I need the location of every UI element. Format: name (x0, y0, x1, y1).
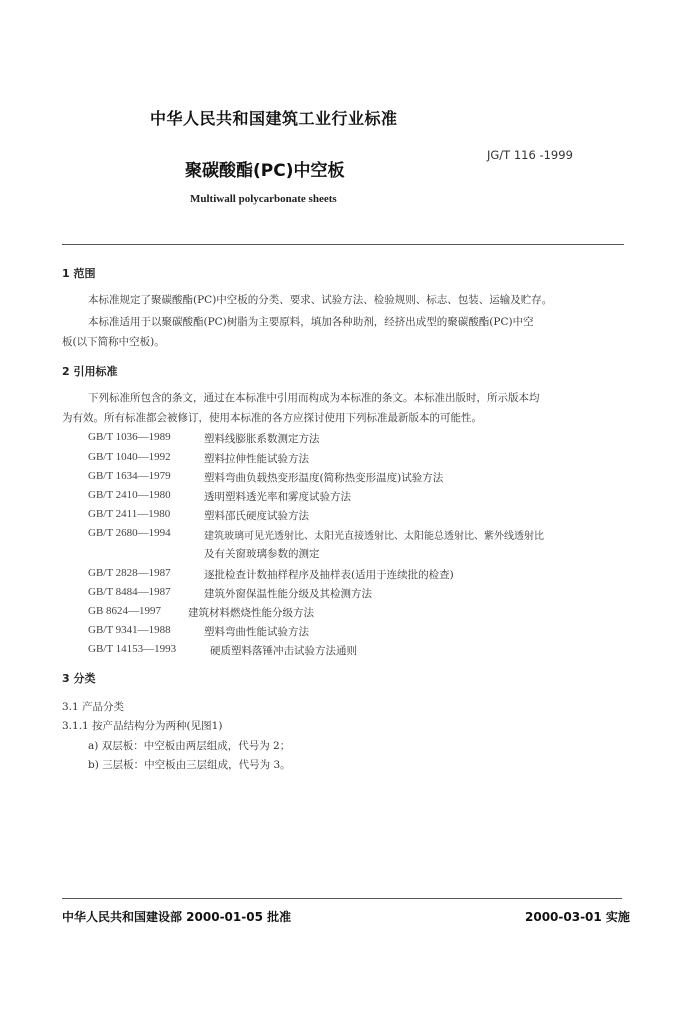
ref-code: GB/T 2410—1980 (88, 489, 171, 501)
section-1-para-1: 本标准规定了聚碳酸酯(PC)中空板的分类、要求、试验方法、检验规则、标志、包装、运输及贮存。 (88, 294, 553, 306)
list-item-b: b) 三层板：中空板由三层组成，代号为 3。 (88, 759, 291, 771)
ref-name: 建筑材料燃烧性能分级方法 (188, 607, 314, 619)
standard-category-header: 中华人民共和国建筑工业行业标准 (150, 109, 398, 128)
ref-name: 塑料邵氏硬度试验方法 (204, 510, 309, 522)
ref-code: GB 8624—1997 (88, 605, 162, 617)
effective-date: 2000-03-01 实施 (525, 910, 630, 924)
ref-code: GB/T 2680—1994 (88, 527, 171, 539)
document-title-en: Multiwall polycarbonate sheets (190, 193, 337, 205)
section-2-heading: 2 引用标准 (62, 365, 118, 378)
standard-number: JG/T 116 -1999 (487, 148, 573, 162)
approval-statement: 中华人民共和国建设部 2000-01-05 批准 (62, 910, 292, 924)
ref-code: GB/T 1634—1979 (88, 470, 171, 482)
ref-name: 塑料弯曲性能试验方法 (204, 626, 309, 638)
subsection-3-1-1: 3.1.1 按产品结构分为两种(见图1) (62, 720, 223, 732)
ref-name-continued: 及有关窗玻璃参数的测定 (204, 548, 320, 560)
ref-name: 逐批检查计数抽样程序及抽样表(适用于连续批的检查) (204, 569, 454, 581)
section-1-heading: 1 范围 (62, 267, 96, 280)
header-divider (62, 244, 624, 245)
ref-name: 透明塑料透光率和雾度试验方法 (204, 491, 351, 503)
ref-name: 建筑玻璃可见光透射比、太阳光直接透射比、太阳能总透射比、紫外线透射比 (204, 531, 544, 542)
ref-code: GB/T 14153—1993 (88, 643, 177, 655)
ref-name: 硬质塑料落锤冲击试验方法通则 (210, 645, 357, 657)
ref-code: GB/T 2411—1980 (88, 508, 171, 520)
section-1-para-2-line-2: 板(以下简称中空板)。 (62, 336, 165, 348)
footer-divider (62, 898, 622, 899)
ref-name: 建筑外窗保温性能分级及其检测方法 (204, 588, 372, 600)
list-item-a: a) 双层板：中空板由两层组成，代号为 2； (88, 740, 291, 752)
ref-code: GB/T 1040—1992 (88, 451, 171, 463)
ref-code: GB/T 1036—1989 (88, 431, 171, 443)
section-1-para-2-line-1: 本标准适用于以聚碳酸酯(PC)树脂为主要原料，填加各种助剂，经挤出成型的聚碳酸酯(PC)中空 (88, 316, 534, 328)
ref-code: GB/T 9341—1988 (88, 624, 171, 636)
document-title-cn: 聚碳酸酯(PC)中空板 (185, 161, 345, 181)
ref-name: 塑料线膨胀系数测定方法 (204, 433, 320, 445)
section-3-heading: 3 分类 (62, 672, 96, 685)
ref-code: GB/T 2828—1987 (88, 567, 171, 579)
section-2-intro-line-2: 为有效。所有标准都会被修订，使用本标准的各方应探讨使用下列标准最新版本的可能性。 (62, 412, 482, 424)
ref-code: GB/T 8484—1987 (88, 586, 171, 598)
ref-name: 塑料弯曲负载热变形温度(简称热变形温度)试验方法 (204, 472, 444, 484)
ref-name: 塑料拉伸性能试验方法 (204, 453, 309, 465)
subsection-3-1: 3.1 产品分类 (62, 701, 125, 713)
section-2-intro-line-1: 下列标准所包含的条文，通过在本标准中引用而构成为本标准的条文。本标准出版时，所示版本均 (88, 392, 540, 404)
